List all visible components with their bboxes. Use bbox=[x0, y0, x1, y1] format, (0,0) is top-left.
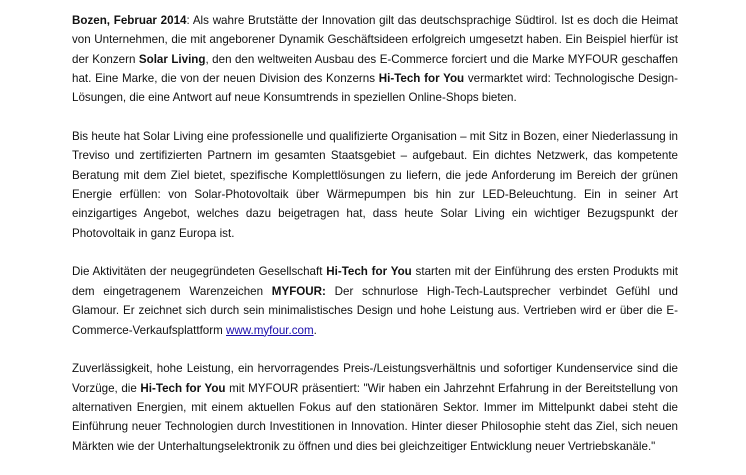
brand-solar-living: Solar Living bbox=[138, 52, 206, 66]
quote-text-2: mit MYFOUR präsentiert: "Wir haben ein Jahrzehnt Erfahrung in der Bereitstellung von alternativen Energien, mit einem aktuellen Fokus auf den stationären Sektor. Immer im Mittelpunkt dabei steht die Einführung neuer Technologien durch Investitionen in Innovation. Hinter dieser Philosophie steht das Ziel, sich neuen Märkten wie der Unterhaltungselektronik zu öffnen und dies bei gleichzeitiger Entwicklung neuer Vertriebskanäle." bbox=[72, 381, 678, 453]
intro-text-1: : Als wahre Brutstätte der Innovation gilt das deutschsprachige Südtirol. Ist es doch die Heimat von Unternehmen, die mit angeborener Dynamik Geschäftsideen erfolgreich umgesetzt haben. Ein Beispiel hierfür ist der Konzern bbox=[72, 14, 678, 66]
brand-hi-tech-for-you: Hi-Tech for You bbox=[326, 265, 412, 279]
dateline: Bozen, Februar 2014 bbox=[72, 14, 187, 27]
brand-myfour: MYFOUR: bbox=[271, 284, 326, 298]
quote-text-1: Zuverlässigkeit, hohe Leistung, ein hervorragendes Preis-/Leistungsverhältnis und sofortiger Kundenservice sind die Vorzüge, die bbox=[72, 362, 678, 395]
press-release-document bbox=[72, 11, 678, 475]
paragraph-product-launch bbox=[72, 262, 678, 339]
intro-text-3: vermarktet wird: Technologische Design-Lösungen, die eine Antwort auf neue Konsumtrends in speziellen Online-Shops bieten. bbox=[72, 72, 678, 105]
launch-text-3: Der schnurlose High-Tech-Lautsprecher verbindet Gefühl und Glamour. Er zeichnet sich durch sein minimalistisches Design und hohe Leistung aus. Vertrieben wird er über die E-Commerce-Verkaufsplattform bbox=[72, 284, 678, 337]
brand-hi-tech-for-you: Hi-Tech for You bbox=[140, 381, 226, 395]
launch-text-1: Die Aktivitäten der neugegründeten Gesellschaft bbox=[72, 265, 327, 279]
myfour-website-link[interactable]: www.myfour.com bbox=[226, 323, 314, 337]
paragraph-quote bbox=[72, 359, 678, 456]
paragraph-organisation bbox=[72, 127, 678, 243]
intro-text-2: , den den weltweiten Ausbau des E-Commerce forciert und die Marke MYFOUR geschaffen hat. Eine Marke, die von der neuen Division des Konzerns bbox=[72, 52, 678, 86]
brand-hi-tech-for-you: Hi-Tech for You bbox=[378, 72, 465, 86]
launch-text-4: . bbox=[313, 323, 317, 337]
organisation-text: Bis heute hat Solar Living eine professionelle und qualifizierte Organisation – mit Sitz in Bozen, einer Niederlassung in Treviso und zertifizierten Partnern im gesamten Staatsgebiet – aufgebaut. Ein dichtes Netzwerk, das kompetente Beratung mit dem Ziel bietet, spezifische Komplettlösungen zu liefern, die jede Anforderung im Bereich der grünen Energie erfüllen: von Solar-Photovoltaik über Wärmepumpen bis hin zur LED-Beleuchtung. Ein in seiner Art einzigartiges Angebot, welches dazu beigetragen hat, dass heute Solar Living ein wichtiger Bezugspunkt der Photovoltaik in ganz Europa ist. bbox=[72, 130, 678, 240]
paragraph-intro bbox=[72, 11, 678, 108]
launch-text-2: starten mit der Einführung des ersten Produkts mit dem eingetragenem Warenzeichen bbox=[72, 265, 678, 298]
